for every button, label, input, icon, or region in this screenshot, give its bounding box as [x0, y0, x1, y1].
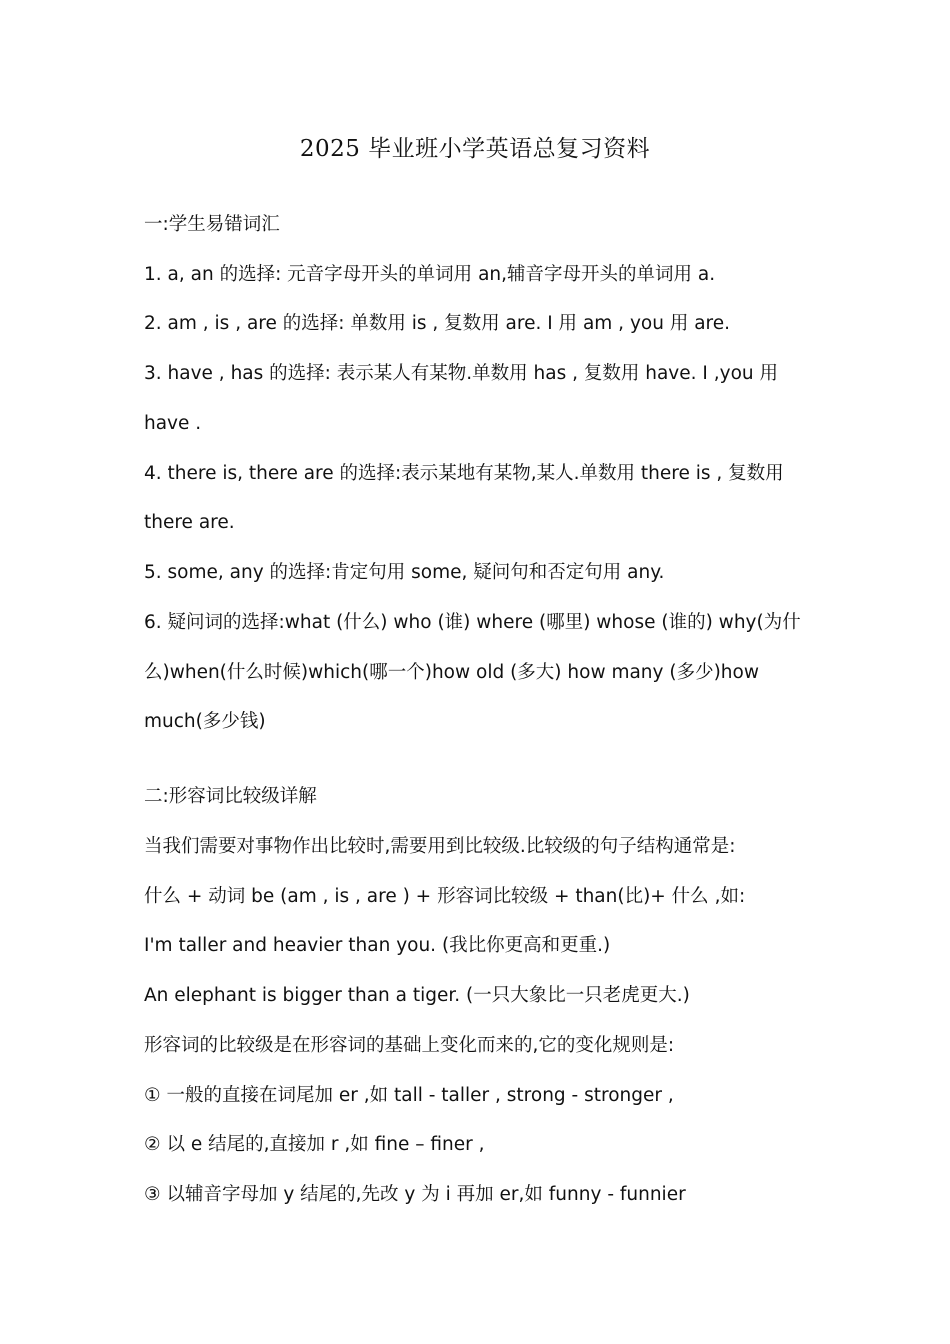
- section-1-heading: 一:学生易错词汇: [144, 214, 280, 235]
- section-2-line: 形容词的比较级是在形容词的基础上变化而来的,它的变化规则是:: [144, 1035, 675, 1056]
- section-1-line: 1. a, an 的选择: 元音字母开头的单词用 an,辅音字母开头的单词用 a.: [144, 264, 716, 285]
- section-2-line: ① 一般的直接在词尾加 er ,如 tall - taller , strong - stronger ,: [144, 1085, 674, 1106]
- section-2-line: I'm taller and heavier than you. (我比你更高和更重.): [144, 935, 611, 956]
- section-1-line: there are.: [144, 512, 235, 533]
- section-2-line: An elephant is bigger than a tiger. (一只大象比一只老虎更大.): [144, 985, 690, 1006]
- section-1-line: 3. have , has 的选择: 表示某人有某物.单数用 has , 复数用 have. I ,you 用: [144, 363, 778, 384]
- section-1-line: 5. some, any 的选择:肯定句用 some, 疑问句和否定句用 any.: [144, 562, 665, 583]
- section-2-line: ② 以 e 结尾的,直接加 r ,如 fine – finer ,: [144, 1134, 485, 1155]
- section-1-line: have .: [144, 413, 202, 434]
- section-2-line: 什么 + 动词 be (am , is , are ) + 形容词比较级 + than(比)+ 什么 ,如:: [144, 886, 746, 907]
- section-1-line: 么)when(什么时候)which(哪一个)how old (多大) how many (多少)how: [144, 662, 759, 683]
- section-2-line: ③ 以辅音字母加 y 结尾的,先改 y 为 i 再加 er,如 funny - funnier: [144, 1184, 686, 1205]
- section-1-line: 6. 疑问词的选择:what (什么) who (谁) where (哪里) whose (谁的) why(为什: [144, 612, 801, 633]
- document-title: 2025 毕业班小学英语总复习资料: [299, 136, 651, 162]
- section-1-line: 4. there is, there are 的选择:表示某地有某物,某人.单数用 there is , 复数用: [144, 463, 784, 484]
- section-1-line: much(多少钱): [144, 711, 266, 732]
- section-2-heading: 二:形容词比较级详解: [144, 786, 317, 807]
- section-1-line: 2. am , is , are 的选择: 单数用 is , 复数用 are. I 用 am , you 用 are.: [144, 313, 730, 334]
- section-2-line: 当我们需要对事物作出比较时,需要用到比较级.比较级的句子结构通常是:: [144, 836, 736, 857]
